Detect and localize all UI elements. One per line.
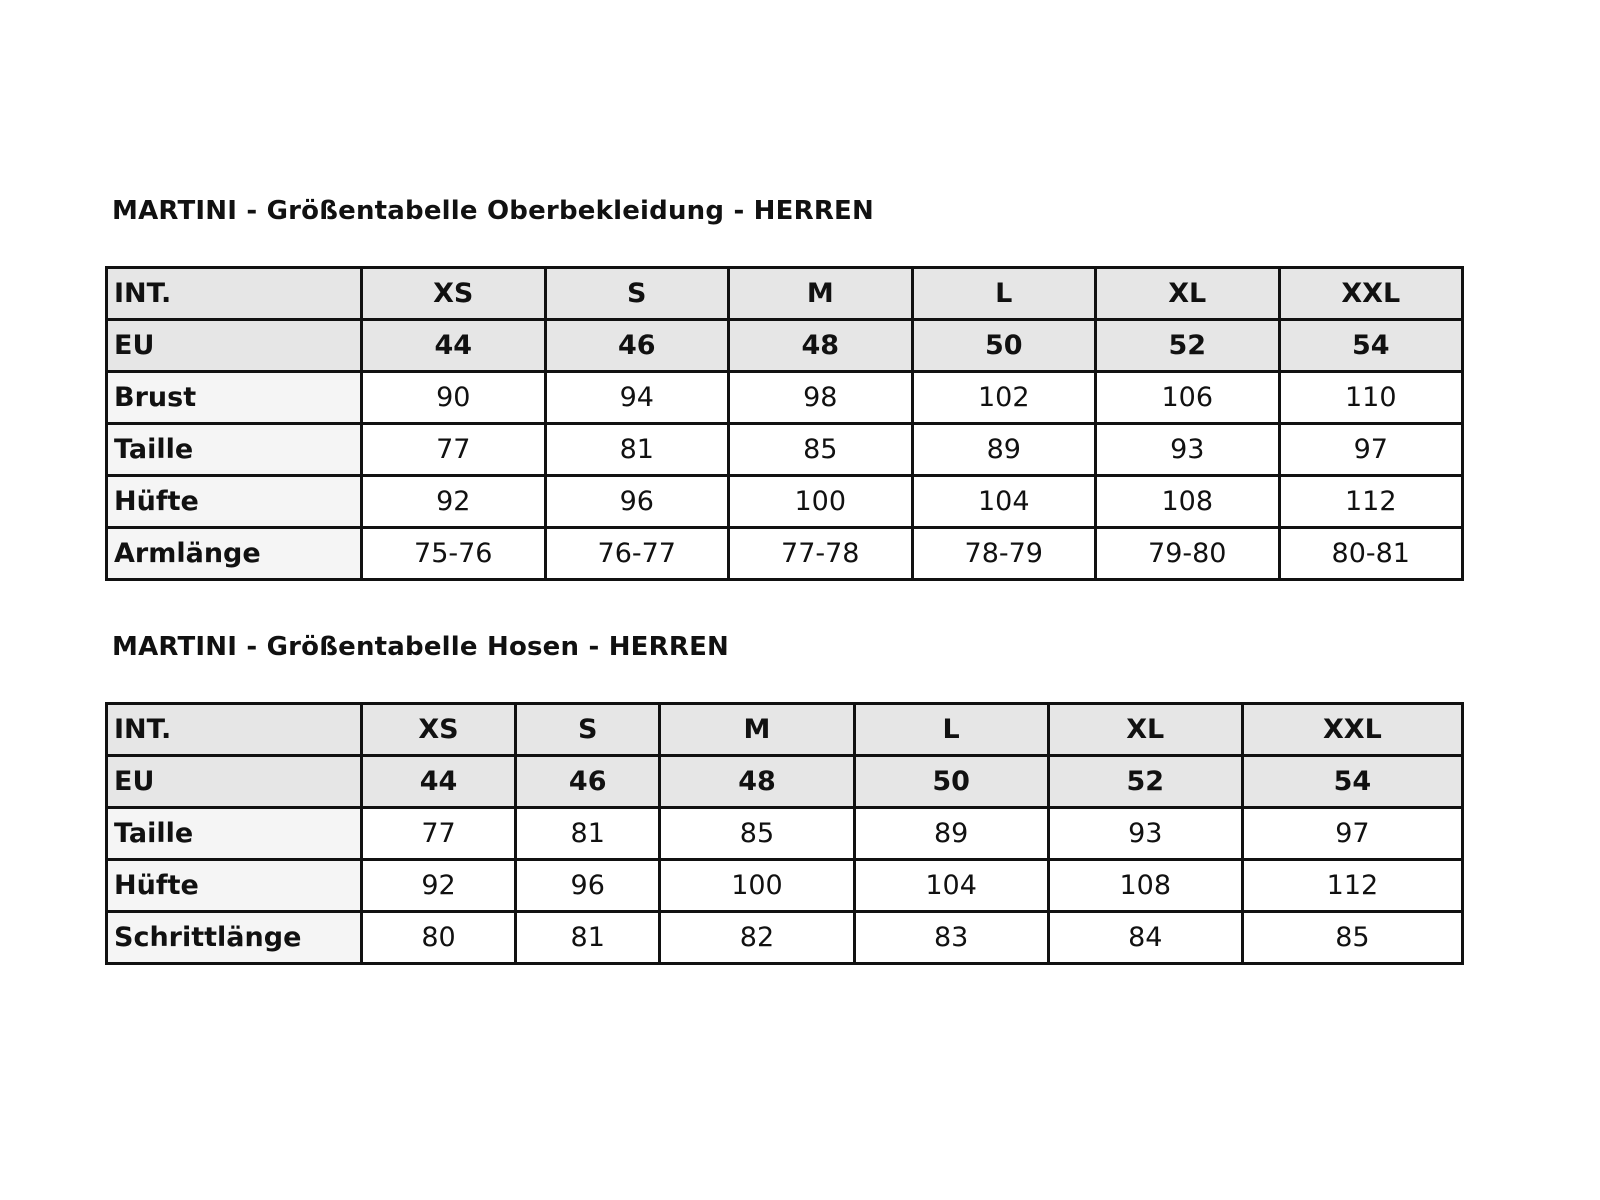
table-cell: XL [1096,268,1280,320]
table-cell: 98 [729,372,913,424]
row-label: Hüfte [107,476,362,528]
row-label: Brust [107,372,362,424]
row-label: Taille [107,424,362,476]
table-cell: 50 [854,756,1048,808]
table-cell: 96 [515,860,659,912]
table-cell: 77 [362,808,516,860]
table-row [107,372,1463,424]
table-cell: 75-76 [362,528,546,580]
table-row [107,320,1463,372]
table-row [107,808,1463,860]
table-cell: 52 [1048,756,1242,808]
table-cell: 93 [1096,424,1280,476]
table-cell: 108 [1048,860,1242,912]
table-cell: 78-79 [912,528,1096,580]
table-cell: 110 [1279,372,1463,424]
table-cell: 85 [660,808,854,860]
table-cell: XXL [1279,268,1463,320]
table-cell: 85 [1242,912,1462,964]
table-row [107,704,1463,756]
table-row [107,860,1463,912]
table-cell: 82 [660,912,854,964]
table-cell: 46 [545,320,729,372]
row-label: INT. [107,268,362,320]
table-cell: 76-77 [545,528,729,580]
table-cell: 52 [1096,320,1280,372]
table-cell: 44 [362,320,546,372]
table-cell: 90 [362,372,546,424]
table-cell: 44 [362,756,516,808]
table-cell: 100 [729,476,913,528]
table-cell: 46 [515,756,659,808]
table-cell: 102 [912,372,1096,424]
table-cell: 92 [362,476,546,528]
row-label: Taille [107,808,362,860]
table-cell: 108 [1096,476,1280,528]
table-cell: 81 [515,808,659,860]
table-cell: L [912,268,1096,320]
table-cell: 84 [1048,912,1242,964]
row-label: Armlänge [107,528,362,580]
table-cell: S [515,704,659,756]
table-cell: 48 [660,756,854,808]
table-cell: 93 [1048,808,1242,860]
table-cell: 80 [362,912,516,964]
row-label: Hüfte [107,860,362,912]
table-cell: 96 [545,476,729,528]
table-cell: 89 [912,424,1096,476]
table-cell: 85 [729,424,913,476]
table-cell: 77 [362,424,546,476]
table-cell: 104 [854,860,1048,912]
table-cell: 112 [1279,476,1463,528]
table-cell: 83 [854,912,1048,964]
table-cell: XL [1048,704,1242,756]
row-label: EU [107,756,362,808]
table-cell: 94 [545,372,729,424]
table-cell: 104 [912,476,1096,528]
table-row [107,476,1463,528]
table-cell: XXL [1242,704,1462,756]
table-cell: 106 [1096,372,1280,424]
table-cell: 97 [1242,808,1462,860]
table-cell: 112 [1242,860,1462,912]
table-cell: XS [362,268,546,320]
table-title-hosen: MARTINI - Größentabelle Hosen - HERREN [112,632,730,662]
table-row [107,912,1463,964]
size-table-oberbekleidung [105,266,1464,581]
table-cell: 97 [1279,424,1463,476]
table-cell: L [854,704,1048,756]
table-cell: 89 [854,808,1048,860]
table-cell: M [729,268,913,320]
table-cell: 92 [362,860,516,912]
table-title-oberbekleidung: MARTINI - Größentabelle Oberbekleidung - HERREN [112,196,874,226]
table-cell: 50 [912,320,1096,372]
size-table-hosen [105,702,1464,965]
table-cell: 81 [515,912,659,964]
table-row [107,528,1463,580]
table-cell: 80-81 [1279,528,1463,580]
row-label: INT. [107,704,362,756]
table-cell: 79-80 [1096,528,1280,580]
table-cell: 81 [545,424,729,476]
table-cell: 100 [660,860,854,912]
table-row [107,756,1463,808]
table-row [107,424,1463,476]
table-cell: XS [362,704,516,756]
table-cell: S [545,268,729,320]
table-cell: M [660,704,854,756]
table-cell: 48 [729,320,913,372]
row-label: Schrittlänge [107,912,362,964]
table-row [107,268,1463,320]
table-cell: 54 [1242,756,1462,808]
row-label: EU [107,320,362,372]
table-cell: 54 [1279,320,1463,372]
table-cell: 77-78 [729,528,913,580]
